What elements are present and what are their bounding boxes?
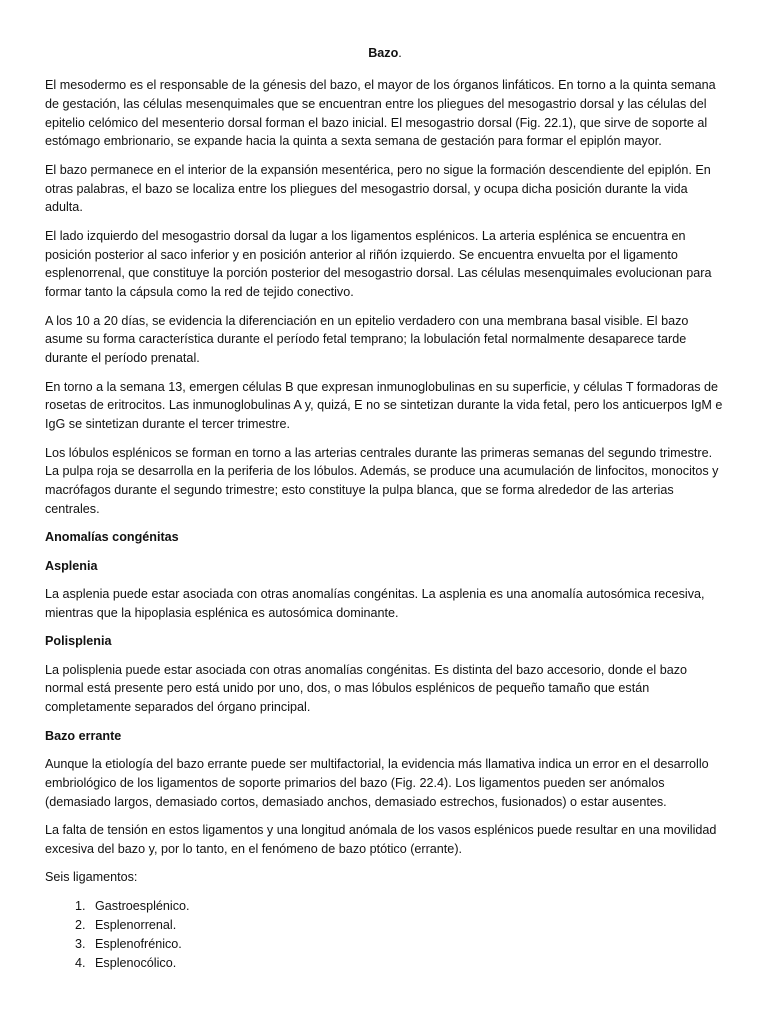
document-page xyxy=(45,44,725,973)
title-text: Bazo xyxy=(368,46,399,60)
paragraph-polisplenia: La polisplenia puede estar asociada con otras anomalías congénitas. Es distinta del bazo accesorio, donde el bazo normal está presente pero está unido por uno, dos, o mas lóbulos esplénicos de pequeño tamaño que están completamente separados del órgano principal. xyxy=(45,662,687,715)
paragraph-mesodermo: El mesodermo es el responsable de la génesis del bazo, el mayor de los órganos linfáticos. En torno a la quinta semana de gestación, las células mesenquimales que se encuentran entre los pliegues del mesogastrio dorsal y las células del epitelio celómico del mesenterio dorsal forman el bazo inicial. El mesogastrio dorsal (Fig. 22.1), que sirve de soporte al estómago embrionario, se expande hacia la quinta a sexta semana de gestación para formar el epiplón mayor. xyxy=(45,78,716,149)
paragraph-falta-tension: La falta de tensión en estos ligamentos y una longitud anómala de los vasos esplénicos puede resultar en una movilidad excesiva del bazo y, por lo tanto, en el fenómeno de bazo ptótico (errante). xyxy=(45,823,717,856)
list-intro: Seis ligamentos: xyxy=(45,870,138,885)
subheading-asplenia: Asplenia xyxy=(45,558,98,573)
paragraph-inmunoglobulinas: En torno a la semana 13, emergen células B que expresan inmunoglobulinas en su superficie, y células T formadoras de rosetas de eritrocitos. Las inmunoglobulinas A y, quizá, E no se sintetizan durante la vida fetal, pero los anticuerpos IgM e IgG se sintetizan durante el tercer trimestre. xyxy=(45,379,723,432)
list-item: 1. Gastroesplénico. xyxy=(89,897,725,916)
paragraph-ligamentos-esplenicos: El lado izquierdo del mesogastrio dorsal da lugar a los ligamentos esplénicos. La arteria esplénica se encuentra en posición posterior al saco inferior y en posición anterior al riñón izquierdo. Se encuentra envuelta por el ligamento esplenorrenal, que constituye la porción posterior del mesogastrio dorsal. Las células mesenquimales evolucionan para formar tanto la cápsula como la red de tejido conectivo. xyxy=(45,228,712,300)
list-item: 2. Esplenorrenal. xyxy=(89,916,725,935)
paragraph-asplenia: La asplenia puede estar asociada con otras anomalías congénitas. La asplenia es una anomalía autosómica recesiva, mientras que la hipoplasia esplénica es autosómica dominante. xyxy=(45,587,705,620)
subheading-bazo-errante: Bazo errante xyxy=(45,728,122,743)
paragraph-expansion-mesenterica: El bazo permanece en el interior de la expansión mesentérica, pero no sigue la formación descendiente del epiplón. En otras palabras, el bazo se localiza entre los pliegues del mesogastrio dorsal, y ocupa dicha posición durante la vida adulta. xyxy=(45,162,711,215)
title-period: . xyxy=(398,46,402,60)
paragraph-etiologia: Aunque la etiología del bazo errante puede ser multifactorial, la evidencia más llamativa indica un error en el desarrollo embriológico de los ligamentos de soporte primarios del bazo (Fig. 22.4). Los ligamentos pueden ser anómalos (demasiado largos, demasiado cortos, demasiado anchos, demasiado estrechos, fusionados) o estar ausentes. xyxy=(45,757,709,809)
list-item: 4. Esplenocólico. xyxy=(89,954,725,973)
subheading-polisplenia: Polisplenia xyxy=(45,634,112,649)
paragraph-lobulos-esplenicos: Los lóbulos esplénicos se forman en torno a las arterias centrales durante las primeras semanas del segundo trimestre. La pulpa roja se desarrolla en la periferia de los lóbulos. Además, se produce una acumulación de linfocitos, monocitos y macrófagos durante el segundo trimestre; esto constituye la pulpa blanca, que se forma alrededor de las arterias centrales. xyxy=(45,445,719,516)
list-item: 3. Esplenofrénico. xyxy=(89,935,725,954)
paragraph-diferenciacion: A los 10 a 20 días, se evidencia la diferenciación en un epitelio verdadero con una membrana basal visible. El bazo asume su forma característica durante el período fetal temprano; la lobulación fetal normalmente desaparece tarde durante el período prenatal. xyxy=(45,313,689,366)
document-title xyxy=(45,44,725,64)
section-heading-anomalias: Anomalías congénitas xyxy=(45,530,179,545)
ligaments-list xyxy=(45,897,725,973)
